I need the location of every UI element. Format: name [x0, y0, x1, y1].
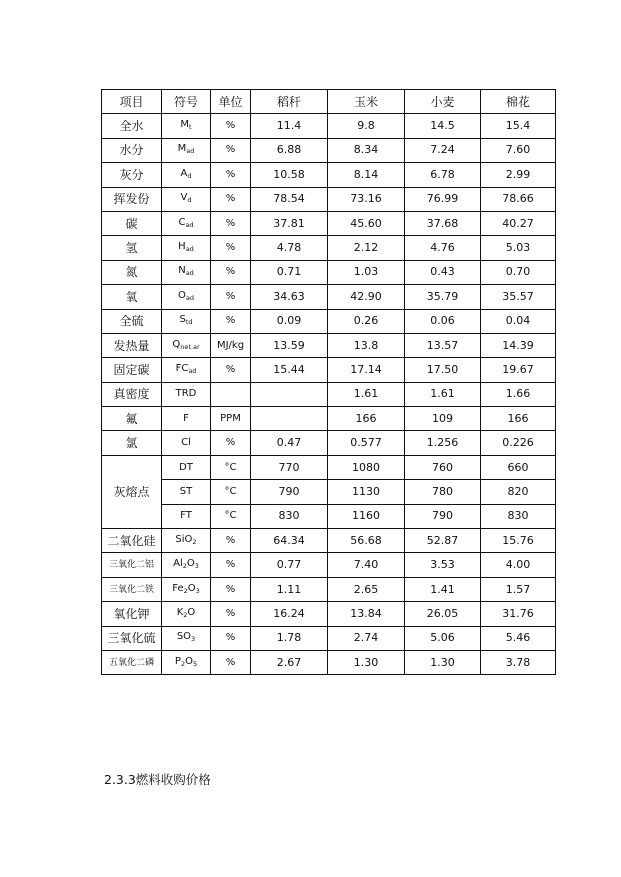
unit-cell: %	[211, 114, 251, 138]
symbol-subscript: ad	[188, 366, 197, 375]
symbol-cell	[162, 602, 211, 626]
symbol-cell	[162, 163, 211, 187]
symbol-cell	[162, 626, 211, 650]
symbol-text: C	[178, 216, 186, 228]
symbol-subscript: ad	[185, 269, 194, 278]
value-cell: 166	[328, 407, 405, 431]
value-cell: 0.26	[328, 309, 405, 333]
item-cell: 固定碳	[102, 358, 162, 382]
table-row	[102, 211, 556, 235]
value-cell: 45.60	[328, 211, 405, 235]
item-cell: 发热量	[102, 333, 162, 357]
table-row	[102, 138, 556, 162]
table-row	[102, 504, 556, 528]
item-cell: 全硫	[102, 309, 162, 333]
value-cell: 0.47	[251, 431, 328, 455]
value-cell: 1.66	[481, 382, 556, 406]
value-cell: 15.4	[481, 114, 556, 138]
item-cell: 氧化钾	[102, 602, 162, 626]
value-cell: 830	[251, 504, 328, 528]
value-cell: 4.78	[251, 236, 328, 260]
item-cell: 碳	[102, 211, 162, 235]
value-cell: 660	[481, 455, 556, 479]
item-cell: 灰分	[102, 163, 162, 187]
symbol-text: SO	[176, 631, 192, 643]
symbol-subscript: 2	[183, 610, 188, 619]
item-cell: 氯	[102, 431, 162, 455]
item-cell: 挥发份	[102, 187, 162, 211]
value-cell: 42.90	[328, 285, 405, 309]
value-cell: 1.78	[251, 626, 328, 650]
value-cell: 1.41	[405, 577, 481, 601]
symbol-text: Fe	[172, 582, 184, 594]
header-cell-rice-straw: 稻秆	[251, 90, 328, 114]
table-row	[102, 236, 556, 260]
symbol-text: S	[179, 314, 186, 326]
value-cell: 14.39	[481, 333, 556, 357]
table-row	[102, 602, 556, 626]
value-cell: 4.00	[481, 553, 556, 577]
symbol-text: V	[180, 192, 188, 204]
value-cell: 3.78	[481, 650, 556, 674]
symbol-subscript: 2	[183, 586, 188, 595]
value-cell: 2.99	[481, 163, 556, 187]
value-cell: 52.87	[405, 529, 481, 553]
value-cell: 0.70	[481, 260, 556, 284]
value-cell: 6.78	[405, 163, 481, 187]
symbol-subscript: net.ar	[180, 342, 200, 351]
table-row	[102, 333, 556, 357]
symbol-cell: DT	[162, 455, 211, 479]
header-cell-cotton: 棉花	[481, 90, 556, 114]
item-cell: 三氧化二铝	[102, 553, 162, 577]
value-cell: 2.67	[251, 650, 328, 674]
symbol-cell	[162, 260, 211, 284]
symbol-text-2: O	[187, 582, 196, 594]
symbol-subscript-2: 3	[194, 562, 199, 571]
symbol-subscript: 2	[180, 659, 186, 668]
value-cell: 8.34	[328, 138, 405, 162]
symbol-text: H	[178, 241, 186, 253]
symbol-cell	[162, 211, 211, 235]
value-cell: 9.8	[328, 114, 405, 138]
symbol-cell	[162, 407, 211, 431]
table-row	[102, 431, 556, 455]
value-cell: 35.79	[405, 285, 481, 309]
value-cell: 40.27	[481, 211, 556, 235]
value-cell: 14.5	[405, 114, 481, 138]
unit-cell: PPM	[211, 407, 251, 431]
value-cell: 2.12	[328, 236, 405, 260]
unit-cell: %	[211, 553, 251, 577]
unit-cell: %	[211, 358, 251, 382]
symbol-text: N	[178, 265, 186, 277]
symbol-cell	[162, 358, 211, 382]
symbol-text: F	[183, 412, 189, 424]
value-cell	[251, 407, 328, 431]
value-cell: 820	[481, 480, 556, 504]
table-row	[102, 114, 556, 138]
header-cell-wheat: 小麦	[405, 90, 481, 114]
table-row	[102, 163, 556, 187]
unit-cell: °C	[211, 504, 251, 528]
value-cell: 0.577	[328, 431, 405, 455]
value-cell: 13.84	[328, 602, 405, 626]
table-row	[102, 187, 556, 211]
value-cell: 1.30	[405, 650, 481, 674]
table-row	[102, 358, 556, 382]
symbol-cell	[162, 309, 211, 333]
symbol-text: TRD	[175, 388, 197, 400]
symbol-cell	[162, 333, 211, 357]
value-cell: 78.66	[481, 187, 556, 211]
value-cell: 76.99	[405, 187, 481, 211]
symbol-subscript: ad	[185, 220, 194, 229]
unit-cell: %	[211, 236, 251, 260]
value-cell: 10.58	[251, 163, 328, 187]
value-cell: 0.77	[251, 553, 328, 577]
value-cell: 2.65	[328, 577, 405, 601]
value-cell: 1.30	[328, 650, 405, 674]
value-cell: 0.04	[481, 309, 556, 333]
symbol-subscript: d	[187, 171, 192, 180]
value-cell: 760	[405, 455, 481, 479]
ash-fusion-label: 灰熔点	[102, 455, 162, 528]
value-cell: 1.61	[328, 382, 405, 406]
unit-cell: %	[211, 285, 251, 309]
symbol-subscript: 3	[191, 635, 196, 644]
unit-cell: %	[211, 431, 251, 455]
table-row	[102, 577, 556, 601]
value-cell: 31.76	[481, 602, 556, 626]
value-cell: 0.71	[251, 260, 328, 284]
unit-cell: MJ/kg	[211, 333, 251, 357]
fuel-analysis-table	[101, 89, 556, 675]
value-cell: 11.4	[251, 114, 328, 138]
symbol-subscript: 2	[182, 562, 187, 571]
value-cell: 6.88	[251, 138, 328, 162]
table-row	[102, 407, 556, 431]
symbol-text-2: O	[186, 558, 195, 570]
value-cell: 7.40	[328, 553, 405, 577]
header-cell-item: 项目	[102, 90, 162, 114]
table-row	[102, 626, 556, 650]
value-cell: 13.57	[405, 333, 481, 357]
value-cell: 4.76	[405, 236, 481, 260]
symbol-text: A	[180, 167, 188, 179]
unit-cell: %	[211, 602, 251, 626]
unit-cell: %	[211, 626, 251, 650]
value-cell: 56.68	[328, 529, 405, 553]
value-cell: 109	[405, 407, 481, 431]
value-cell: 64.34	[251, 529, 328, 553]
symbol-subscript: ad	[185, 245, 194, 254]
table-row	[102, 480, 556, 504]
value-cell: 1.11	[251, 577, 328, 601]
unit-cell: %	[211, 138, 251, 162]
item-cell: 氧	[102, 285, 162, 309]
item-cell: 五氧化二磷	[102, 650, 162, 674]
value-cell: 8.14	[328, 163, 405, 187]
value-cell: 17.50	[405, 358, 481, 382]
symbol-cell: FT	[162, 504, 211, 528]
header-row	[102, 90, 556, 114]
value-cell: 7.24	[405, 138, 481, 162]
symbol-subscript: ad	[186, 147, 195, 156]
table-row	[102, 455, 556, 479]
table-row	[102, 309, 556, 333]
item-cell: 氢	[102, 236, 162, 260]
unit-cell: %	[211, 211, 251, 235]
value-cell: 17.14	[328, 358, 405, 382]
value-cell: 13.8	[328, 333, 405, 357]
symbol-cell	[162, 382, 211, 406]
value-cell: 37.68	[405, 211, 481, 235]
table-row	[102, 553, 556, 577]
value-cell: 35.57	[481, 285, 556, 309]
item-cell: 真密度	[102, 382, 162, 406]
header-cell-corn: 玉米	[328, 90, 405, 114]
symbol-text: Q	[172, 338, 181, 350]
header-cell-unit: 单位	[211, 90, 251, 114]
value-cell: 790	[251, 480, 328, 504]
item-cell: 氟	[102, 407, 162, 431]
value-cell: 166	[481, 407, 556, 431]
value-cell: 15.44	[251, 358, 328, 382]
value-cell: 830	[481, 504, 556, 528]
section-heading: 2.3.3燃料收购价格	[104, 772, 211, 787]
symbol-text: P	[174, 655, 181, 667]
unit-cell: %	[211, 529, 251, 553]
value-cell: 1.57	[481, 577, 556, 601]
value-cell: 16.24	[251, 602, 328, 626]
value-cell: 1.61	[405, 382, 481, 406]
symbol-subscript: d	[187, 196, 192, 205]
symbol-text: Cl	[181, 437, 191, 449]
symbol-text-2: O	[187, 606, 196, 618]
value-cell: 5.46	[481, 626, 556, 650]
item-cell: 三氧化硫	[102, 626, 162, 650]
value-cell	[251, 382, 328, 406]
value-cell: 1.03	[328, 260, 405, 284]
value-cell: 26.05	[405, 602, 481, 626]
unit-cell: %	[211, 163, 251, 187]
unit-cell	[211, 382, 251, 406]
value-cell: 34.63	[251, 285, 328, 309]
symbol-subscript: 2	[192, 537, 197, 546]
unit-cell: %	[211, 650, 251, 674]
symbol-subscript-2: 3	[195, 586, 200, 595]
unit-cell: %	[211, 309, 251, 333]
symbol-subscript: ad	[185, 293, 194, 302]
value-cell: 5.03	[481, 236, 556, 260]
symbol-cell	[162, 431, 211, 455]
symbol-cell	[162, 114, 211, 138]
symbol-cell: ST	[162, 480, 211, 504]
symbol-text: K	[176, 606, 184, 618]
item-cell: 全水	[102, 114, 162, 138]
value-cell: 15.76	[481, 529, 556, 553]
item-cell: 三氧化二铁	[102, 577, 162, 601]
symbol-cell	[162, 577, 211, 601]
symbol-subscript: td	[185, 318, 193, 327]
symbol-subscript-2: 5	[192, 659, 198, 668]
table-row	[102, 382, 556, 406]
value-cell: 13.59	[251, 333, 328, 357]
symbol-text: M	[177, 143, 187, 155]
value-cell: 770	[251, 455, 328, 479]
symbol-text: O	[178, 289, 186, 301]
symbol-text: FC	[175, 362, 189, 374]
symbol-text-2: O	[185, 655, 193, 667]
value-cell: 5.06	[405, 626, 481, 650]
value-cell: 0.09	[251, 309, 328, 333]
value-cell: 1.256	[405, 431, 481, 455]
symbol-cell	[162, 187, 211, 211]
value-cell: 790	[405, 504, 481, 528]
symbol-text: SiO	[175, 533, 193, 545]
value-cell: 7.60	[481, 138, 556, 162]
value-cell: 0.226	[481, 431, 556, 455]
value-cell: 19.67	[481, 358, 556, 382]
symbol-subscript: t	[189, 123, 192, 132]
value-cell: 780	[405, 480, 481, 504]
symbol-cell	[162, 529, 211, 553]
value-cell: 78.54	[251, 187, 328, 211]
symbol-cell	[162, 138, 211, 162]
value-cell: 1130	[328, 480, 405, 504]
table-row	[102, 260, 556, 284]
unit-cell: %	[211, 187, 251, 211]
table-row	[102, 285, 556, 309]
unit-cell: %	[211, 577, 251, 601]
value-cell: 1160	[328, 504, 405, 528]
value-cell: 2.74	[328, 626, 405, 650]
unit-cell: °C	[211, 455, 251, 479]
table-row	[102, 529, 556, 553]
value-cell: 0.06	[405, 309, 481, 333]
item-cell: 氮	[102, 260, 162, 284]
symbol-cell	[162, 553, 211, 577]
value-cell: 1080	[328, 455, 405, 479]
table-body	[102, 90, 556, 675]
unit-cell: °C	[211, 480, 251, 504]
symbol-cell	[162, 650, 211, 674]
header-cell-symbol: 符号	[162, 90, 211, 114]
value-cell: 37.81	[251, 211, 328, 235]
value-cell: 3.53	[405, 553, 481, 577]
item-cell: 二氧化硅	[102, 529, 162, 553]
symbol-text: Al	[173, 558, 183, 570]
table-row	[102, 650, 556, 674]
item-cell: 水分	[102, 138, 162, 162]
symbol-text: M	[180, 119, 190, 131]
symbol-cell	[162, 236, 211, 260]
symbol-cell	[162, 285, 211, 309]
value-cell: 73.16	[328, 187, 405, 211]
unit-cell: %	[211, 260, 251, 284]
value-cell: 0.43	[405, 260, 481, 284]
